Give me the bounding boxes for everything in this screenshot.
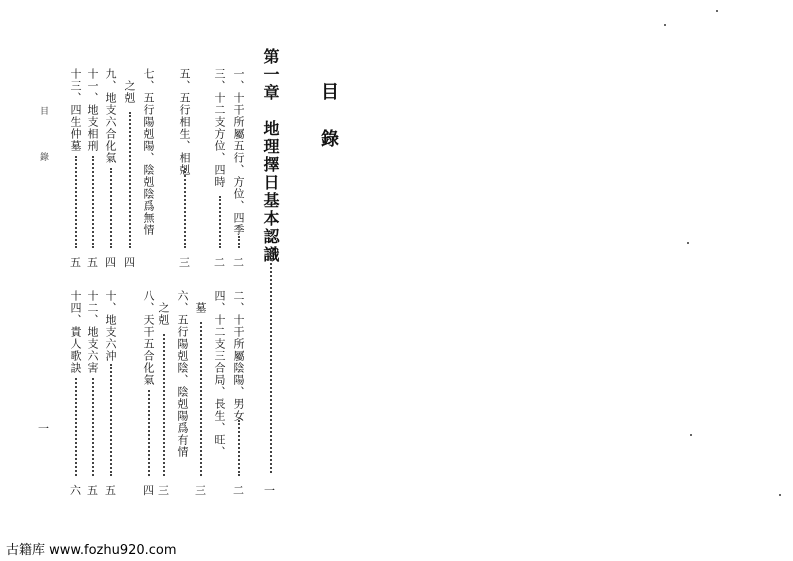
toc-entry-7-page: 四 [124,256,135,269]
toc-entry-14-dots [75,378,79,476]
toc-entry-11-page: 五 [87,256,98,269]
toc-entry-5: 五、五行相生、相剋 [178,68,191,176]
toc-entry-3-dots [219,196,223,248]
toc-entry-11-dots [92,156,96,248]
chapter-page-number: 一 [264,484,275,497]
toc-entry-1-dots [238,236,242,248]
toc-entry-11: 十一、地支相刑 [86,68,99,152]
toc-entry-4-page: 三 [195,484,206,497]
toc-entry-2-page: 二 [233,484,244,497]
toc-entry-9-page: 四 [105,256,116,269]
toc-entry-4-dots [200,322,204,476]
scan-speck [690,434,692,436]
toc-entry-8: 八、天干五合化氣 [142,290,155,386]
toc-entry-9: 九、地支六合化氣 [104,68,117,164]
toc-entry-13-dots [75,156,79,248]
toc-entry-8-dots [148,390,152,476]
toc-entry-3: 三、十二支方位、四時 [213,68,226,188]
chapter-leader-dots [270,255,274,473]
toc-entry-1-page: 二 [233,256,244,269]
toc-entry-6-page: 三 [158,484,169,497]
chapter-title: 第一章 地理擇日基本認識 [261,48,280,264]
toc-entry-1: 一、十干所屬五行、方位、四季 [232,68,245,236]
toc-entry-12-dots [92,378,96,476]
running-header: 目 錄 [38,106,48,175]
footer-watermark [6,539,177,558]
footer-site-url: www.fozhu920.com [49,543,177,558]
toc-entry-6: 六、五行陽剋陰、陰剋陽爲有情 [176,290,189,458]
toc-entry-2: 二、十干所屬陰陽、男女 [232,290,245,422]
scan-speck [716,10,718,12]
toc-entry-13-page: 五 [70,256,81,269]
toc-entry-14: 十四、貴人歌訣 [69,290,82,374]
footer-brand: 古籍库 [6,543,46,558]
toc-entry-12-page: 五 [87,484,98,497]
scan-speck [664,24,666,26]
toc-entry-7-dots [129,112,133,248]
toc-entry-6-dots [163,334,167,476]
toc-heading-char-2: 錄 [321,129,339,150]
toc-entry-13: 十三、四生仲墓 [69,68,82,152]
toc-entry-6-cont: 之剋 [157,302,170,326]
scan-speck [779,494,781,496]
toc-entry-14-page: 六 [70,484,81,497]
toc-entry-4: 四、十二支三合局、長生、旺、 [213,290,226,458]
toc-entry-7: 七、五行陽剋陽、陰剋陰爲無情 [142,68,155,236]
toc-entry-3-page: 二 [214,256,225,269]
toc-entry-7-cont: 之剋 [123,80,136,104]
toc-entry-4-cont: 墓 [194,302,207,314]
toc-entry-5-dots [184,168,188,248]
toc-entry-5-page: 三 [179,256,190,269]
toc-heading-char-1: 目 [321,82,339,103]
toc-entry-10: 十、地支六沖 [104,290,117,362]
toc-entry-8-page: 四 [143,484,154,497]
toc-entry-10-page: 五 [105,484,116,497]
toc-entry-9-dots [110,168,114,248]
toc-entry-12: 十二、地支六害 [86,290,99,374]
toc-entry-2-dots [238,420,242,476]
toc-entry-10-dots [110,364,114,476]
scan-speck [687,242,689,244]
folio-page-number: 一 [38,422,49,435]
